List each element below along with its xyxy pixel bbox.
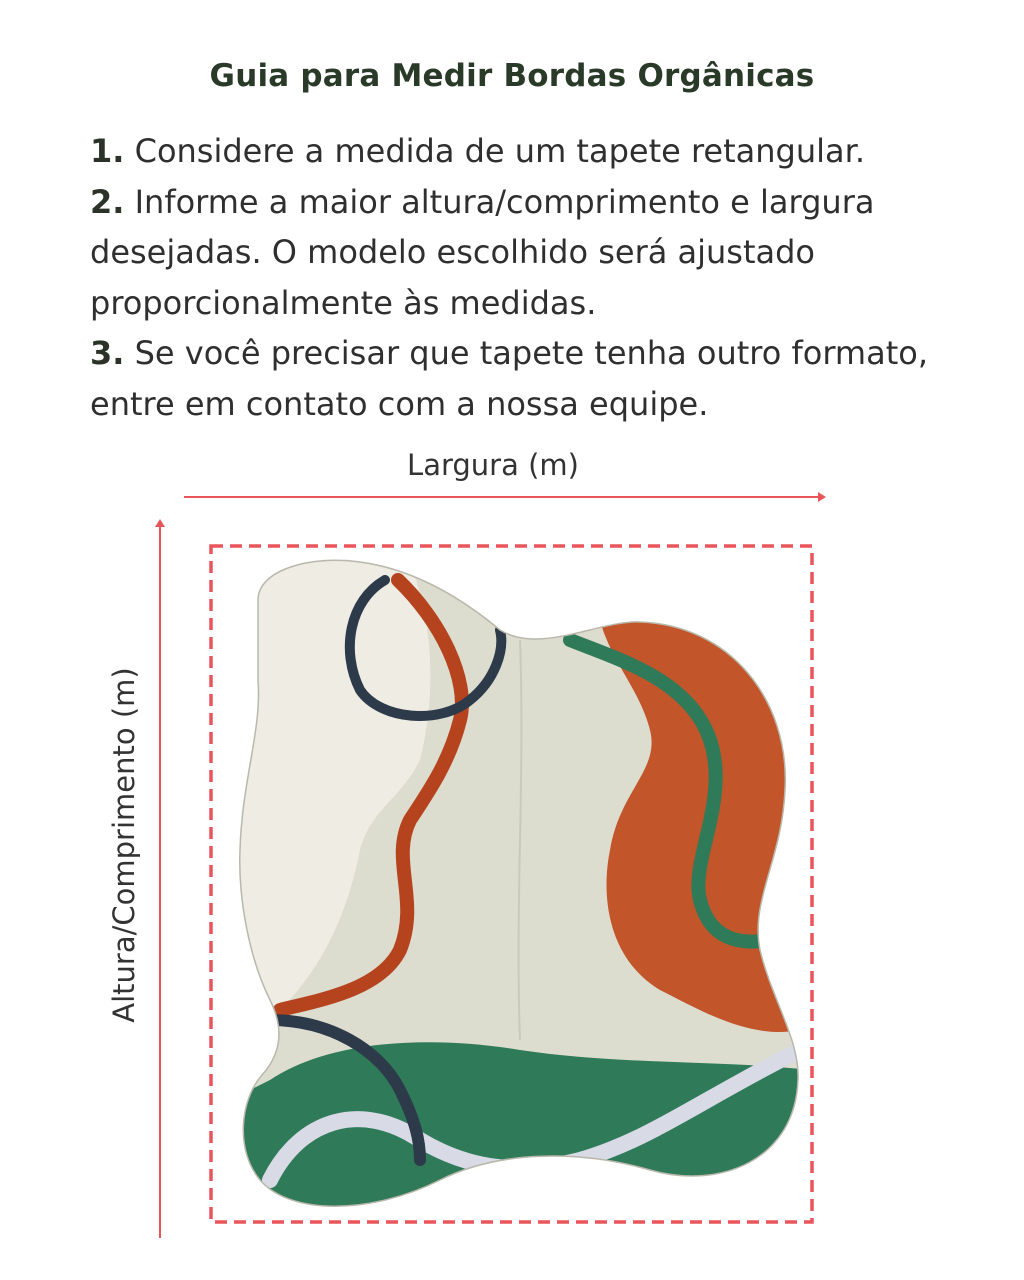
step-text: Considere a medida de um tapete retangular. xyxy=(124,132,866,170)
rug-green-shape xyxy=(230,1042,810,1240)
height-label: Altura/Comprimento (m) xyxy=(107,667,141,1023)
width-label: Largura (m) xyxy=(407,448,579,482)
page-title: Guia para Medir Bordas Orgânicas xyxy=(209,58,815,94)
width-arrowhead xyxy=(818,492,826,502)
rug-illustration xyxy=(200,540,820,1240)
step-text: Se você precisar que tapete tenha outro formato, entre em contato com a nossa equipe. xyxy=(90,334,928,423)
step-number: 1. xyxy=(90,132,125,170)
step-number: 3. xyxy=(90,334,125,372)
step-number: 2. xyxy=(90,182,125,221)
height-arrow xyxy=(155,519,165,1238)
step-text: Informe a maior altura/comprimento e largura desejadas. O modelo escolhido será ajustado proporcionalmente às medidas. xyxy=(90,182,875,322)
width-arrow xyxy=(184,492,826,502)
height-arrowhead xyxy=(155,519,165,527)
